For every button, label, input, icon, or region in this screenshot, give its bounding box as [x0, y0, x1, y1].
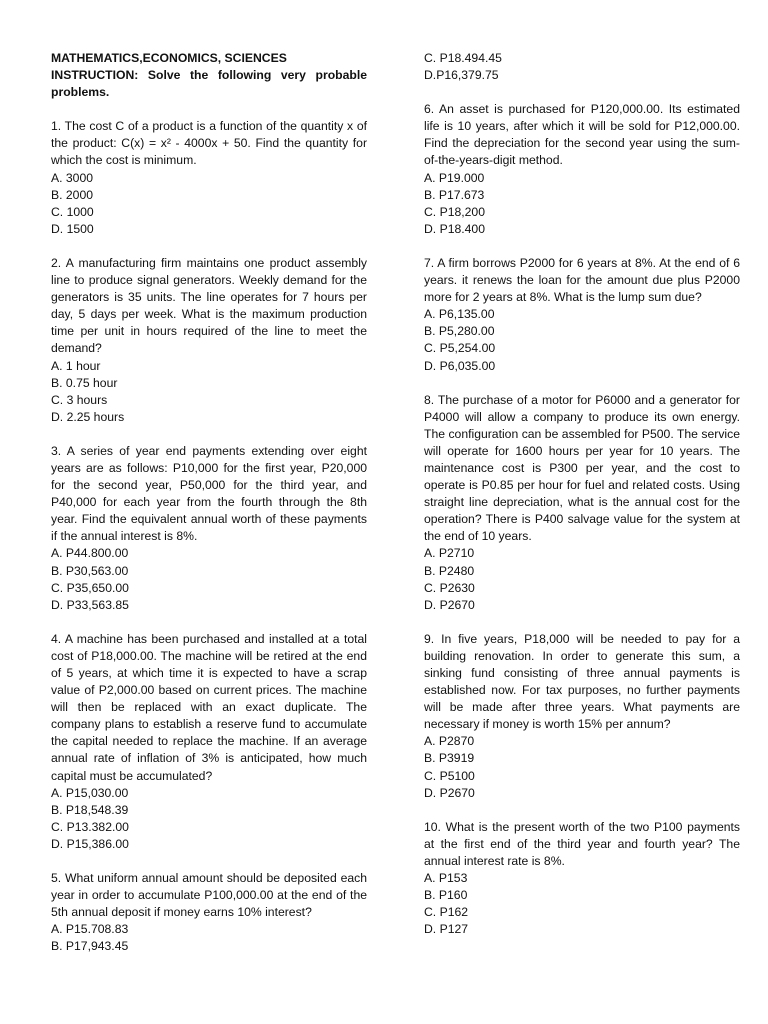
answer-option: A. P2710: [424, 546, 475, 561]
question-block: [51, 118, 367, 238]
right-question-list: [424, 101, 740, 938]
question-block: [424, 255, 740, 375]
question-block: [51, 631, 367, 853]
answer-option: D.P16,379.75: [424, 68, 499, 83]
question-stem: 4. A machine has been purchased and installed at a total cost of P18,000.00. The machine will be retired at the end of 5 years, at which time it is expected to have a scrap value of P2,000.00 based on current prices. The machine will then be replaced with an exact duplicate. The company plans to establish a reserve fund to accumulate the capital needed to replace the machine. If an average annual rate of inflation of 3% is anticipated, how much capital must be accumulated?: [51, 631, 367, 783]
answer-option: C. 3 hours: [51, 392, 108, 407]
answer-option: C. P35,650.00: [51, 580, 129, 595]
question-block: [424, 101, 740, 238]
question-stem: 3. A series of year end payments extending over eight years are as follows: P10,000 for the first year, P20,000 for the second year, P50,000 for the third year, and P40,000 for each year from the fourth through the 8th year. Find the equivalent annual worth of these payments if the annual interest is 8%.: [51, 443, 367, 544]
answer-option: D. P6,035.00: [424, 358, 496, 373]
answer-option: B. P160: [424, 888, 468, 903]
answer-option: A. 1 hour: [51, 358, 101, 373]
answer-option: D. P18.400: [424, 221, 485, 236]
question-stem: 10. What is the present worth of the two P100 payments at the first end of the third year and fourth year? The annual interest rate is 8%.: [424, 819, 740, 868]
question-stem: 1. The cost C of a product is a function of the quantity x of the product: C(x) = x² - 4000x + 50. Find the quantity for which the cost is minimum.: [51, 119, 367, 168]
answer-option: A. P19.000: [424, 170, 485, 185]
answer-option: C. P18,200: [424, 204, 485, 219]
question-stem: 2. A manufacturing firm maintains one product assembly line to produce signal generators. Weekly demand for the generators is 35 units. The line operates for 7 hours per day, 5 days per week. What is the maximum production time per unit in hours required of the line to meet the demand?: [51, 255, 367, 356]
answer-option: C. 1000: [51, 204, 94, 219]
answer-option: A. P44.800.00: [51, 546, 129, 561]
answer-option: B. P30,563.00: [51, 563, 129, 578]
question-stem: 9. In five years, P18,000 will be needed to pay for a building renovation. In order to generate this sum, a sinking fund consisting of three annual payments is established now. For tax purposes, no further payments will be made after three years. What payments are necessary if money is worth 15% per annum?: [424, 631, 740, 732]
answer-option: D. P127: [424, 922, 469, 937]
answer-option: A. P2870: [424, 734, 475, 749]
answer-option: B. P17,943.45: [51, 939, 129, 954]
answer-option: B. P3919: [424, 751, 475, 766]
question-stem: 7. A firm borrows P2000 for 6 years at 8%. At the end of 6 years. it renews the loan for the amount due plus P2000 more for 2 years at 8%. What is the lump sum due?: [424, 255, 740, 305]
left-column: [51, 50, 367, 973]
question-block: [51, 255, 367, 426]
answer-option: A. P15.708.83: [51, 922, 129, 937]
answer-option: B. 2000: [51, 187, 94, 202]
answer-option: D. P33,563.85: [51, 597, 129, 612]
answer-option: D. 1500: [51, 221, 94, 236]
answer-option: D. P15,386.00: [51, 836, 129, 851]
question-stem: 8. The purchase of a motor for P6000 and a generator for P4000 will allow a company to produce its own energy. The configuration can be assembled for P500. The service will operate for 1600 hours per year for 10 years. The maintenance cost is P300 per year, and the cost to operate is P0.85 per hour for fuel and related costs. Using straight line depreciation, what is the annual cost for the operation? There is P400 salvage value for the system at the end of 10 years.: [424, 392, 740, 544]
instruction-text: INSTRUCTION: Solve the following very probable problems.: [51, 68, 367, 100]
question-block: [424, 819, 740, 939]
answer-option: B. P5,280.00: [424, 324, 495, 339]
answer-option: D. P2670: [424, 785, 475, 800]
answer-option: B. P18,548.39: [51, 802, 129, 817]
question-5-continued-options: [424, 50, 740, 84]
answer-option: C. P2630: [424, 580, 475, 595]
question-block: [51, 443, 367, 614]
answer-option: B. P17.673: [424, 187, 485, 202]
answer-option: A. P153: [424, 871, 468, 886]
answer-option: C. P5,254.00: [424, 341, 496, 356]
question-block: [51, 870, 367, 955]
answer-option: B. 0.75 hour: [51, 375, 118, 390]
answer-option: D. P2670: [424, 597, 475, 612]
answer-option: B. P2480: [424, 563, 475, 578]
document-title: MATHEMATICS,ECONOMICS, SCIENCES: [51, 51, 287, 65]
answer-option: C. P5100: [424, 768, 475, 783]
answer-option: C. P162: [424, 905, 469, 920]
left-question-list: [51, 118, 367, 955]
answer-option: A. P6,135.00: [424, 307, 495, 322]
answer-option: D. 2.25 hours: [51, 409, 125, 424]
answer-option: C. P13.382.00: [51, 819, 129, 834]
question-stem: 5. What uniform annual amount should be deposited each year in order to accumulate P100,000.00 at the end of the 5th annual deposit if money earns 10% interest?: [51, 871, 367, 920]
answer-option: A. 3000: [51, 170, 94, 185]
question-stem: 6. An asset is purchased for P120,000.00. Its estimated life is 10 years, after which it will be sold for P12,000.00. Find the depreciation for the second year using the sum-of-the-years-digit method.: [424, 102, 740, 168]
question-block: [424, 392, 740, 614]
answer-option: C. P18.494.45: [424, 51, 502, 65]
right-column: [424, 50, 740, 955]
question-block: [424, 631, 740, 802]
answer-option: A. P15,030.00: [51, 785, 129, 800]
